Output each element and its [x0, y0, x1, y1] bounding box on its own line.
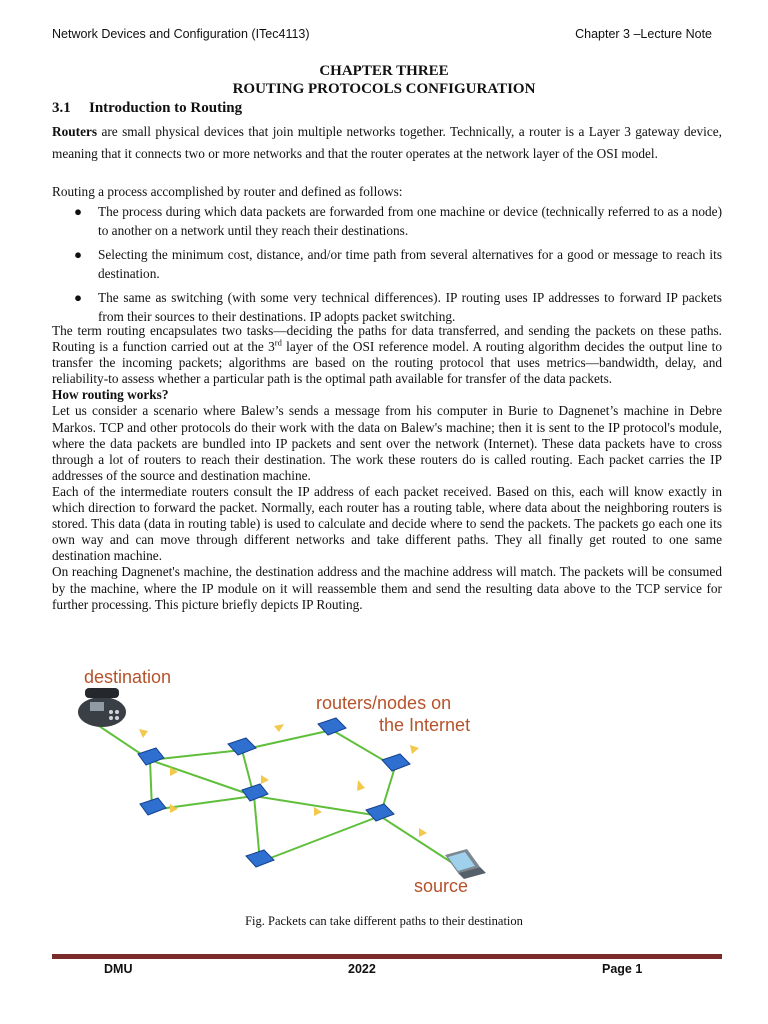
router-icon [382, 754, 410, 771]
intro-text: are small physical devices that join multiple networks together. Technically, a router is a Layer 3 gateway device, meaning that it connects two or more networks and that the router operates at the network layer of the OSI model. [52, 124, 722, 161]
figure-caption: Fig. Packets can take different paths to their destination [245, 914, 523, 928]
list-item: ● Selecting the minimum cost, distance, and/or time path from several alternatives for a good or message to reach its destination. [74, 247, 722, 281]
arrow-icon [274, 724, 284, 732]
source-laptop-icon [445, 849, 486, 879]
arrow-icon [410, 745, 419, 754]
routers-label-line1: routers/nodes on [316, 693, 452, 713]
scenario-paragraph: Let us consider a scenario where Balew’s sends a message from his computer in Burie to Dagnenet’s machine in Debre Markos. TCP and other protocols do their work with the data on Balew's machine; then it is sent to the IP protocol's module, where the data packets are bundled into IP packets and sent over the network (Internet). These data packets have to cross through a lot of routers to reach their destination. The work these routers do is called routing. Each packet carries the IP addresses of the source and destination machine. [52, 403, 722, 483]
routers-label-line2: the Internet [379, 715, 471, 735]
router-icon [228, 738, 256, 755]
routing-body [52, 323, 722, 613]
destination-label: destination [84, 667, 172, 687]
routing-definition-list [52, 203, 722, 332]
section-heading [52, 100, 242, 117]
arrow-icon [314, 807, 322, 816]
section-title: Introduction to Routing [89, 100, 243, 116]
router-icon [140, 798, 166, 815]
ip-routing-figure [62, 664, 512, 904]
bullet-icon: ● [74, 204, 83, 219]
how-routing-works-heading: How routing works? [52, 387, 169, 403]
destination-paragraph: On reaching Dagnenet's machine, the destination address and the machine address will match. The packets will be consumed by the machine, where the IP module on it will reassemble them and send the resulting data above to the TCP service for further processing. This picture briefly depicts IP Routing. [52, 564, 722, 612]
bullet-icon: ● [74, 247, 83, 262]
routers [138, 718, 410, 867]
intro-paragraph [52, 121, 722, 164]
intro-term: Routers [52, 124, 98, 139]
arrow-icon [419, 828, 427, 837]
source-label: source [414, 876, 469, 896]
routing-paragraph: The term routing encapsulates two tasks—deciding the paths for data transferred, and sending the packets on these paths. Routing is a function carried out at the 3rd layer of the OSI reference model. A routing algorithm decides the output line to transfer the incoming packets; algorithms are based on the routing protocol that uses metrics—bandwidth, delay, and reliability-to assess whether a particular path is the optimal path available for transfer of the data packets. [52, 323, 722, 387]
arrow-icon [170, 804, 178, 813]
bullet-icon: ● [74, 290, 83, 305]
running-header-course: Network Devices and Configuration (ITec4113) [52, 27, 310, 41]
section-number: 3.1 [52, 100, 71, 116]
router-icon [246, 850, 274, 867]
list-item: ● The process during which data packets are forwarded from one machine or device (technically referred to as a node) to another on a network until they reach their destinations. [74, 204, 722, 238]
destination-telephone-icon [78, 688, 126, 727]
footer-institution: DMU [104, 962, 133, 976]
running-header-chapter: Chapter 3 –Lecture Note [575, 27, 712, 41]
footer-year: 2022 [348, 962, 376, 976]
chapter-title: CHAPTER THREE [319, 63, 449, 79]
network-links [90, 720, 454, 864]
intermediate-routers-paragraph: Each of the intermediate routers consult the IP address of each packet received. Based on this, each will know exactly in which direction to forward the packet. Normally, each router has a routing table, where data about the neighboring routers is stored. This data (data in routing table) is used to calculate and decide where to send the packets. The packets go each one its own way and can move through different networks and take different paths. They all finally get routed to one same destination machine. [52, 483, 722, 564]
routing-definition-lead: Routing a process accomplished by router and defined as follows: [52, 184, 403, 199]
arrow-icon [357, 780, 365, 791]
arrow-icon [261, 775, 269, 784]
arrow-icon [139, 729, 148, 738]
chapter-subtitle: ROUTING PROTOCOLS CONFIGURATION [232, 81, 536, 97]
footer-page-number: Page 1 [602, 962, 643, 976]
footer-rule [52, 954, 722, 959]
router-icon [366, 804, 394, 821]
list-item: ● The same as switching (with some very technical differences). IP routing uses IP addresses to forward IP packets from their sources to their destinations. IP adopts packet switching. [74, 290, 722, 324]
ordinal-superscript: rd [274, 337, 282, 348]
